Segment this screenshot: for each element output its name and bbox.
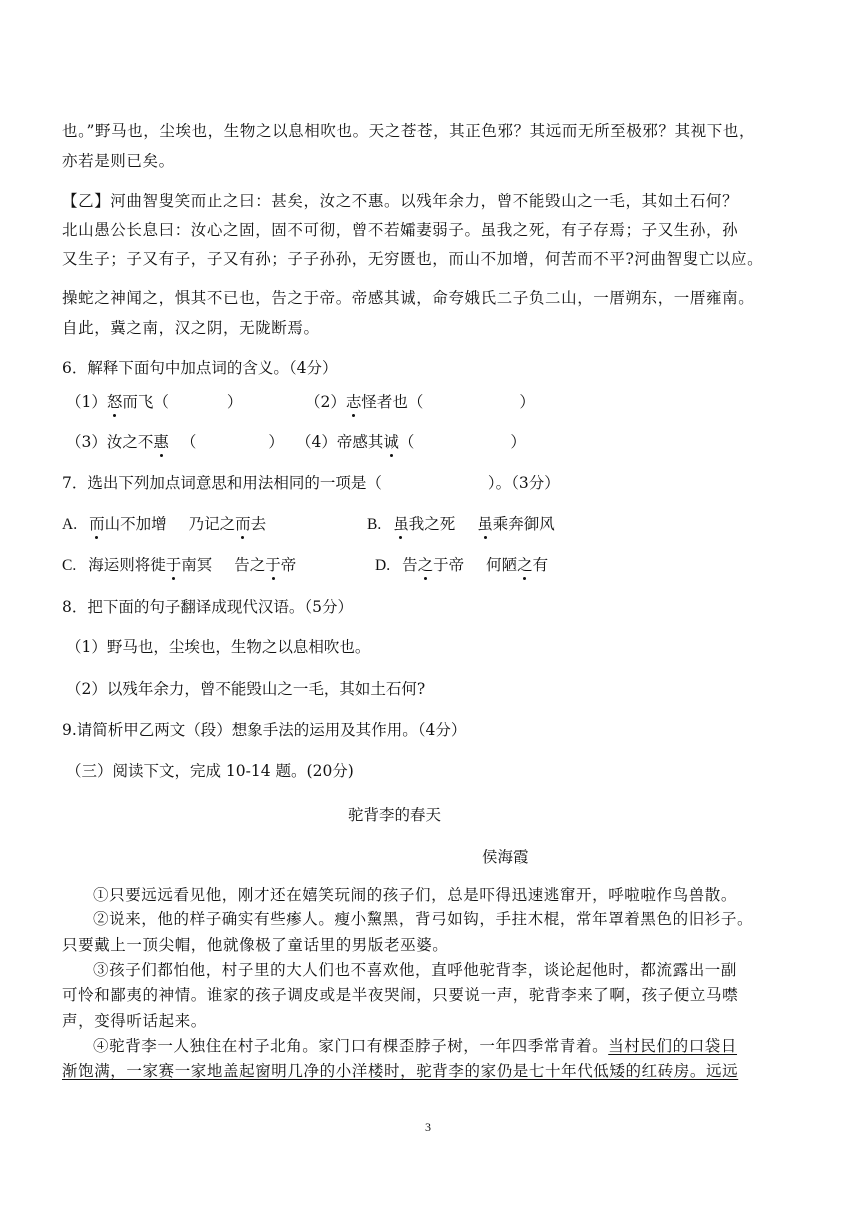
q7-b1-dotted-word: 虽 bbox=[393, 515, 409, 533]
q7-d1-dotted-word: 之 bbox=[417, 556, 434, 574]
q6-item-3-dotted-word: 惠 bbox=[153, 433, 169, 451]
q6-item-3-open: （ bbox=[180, 433, 197, 451]
question-8-sentence-1: （1）野马也，尘埃也，生物之以息相吹也。 bbox=[66, 638, 371, 656]
article-p3-line-1: ③孩子们都怕他，村子里的大人们也不喜欢他，直呼他驼背李，谈论起他时，都流露出一副 bbox=[93, 961, 738, 979]
question-8-sentence-2: （2）以残年余力，曾不能毁山之一毛，其如土石何? bbox=[66, 680, 426, 698]
article-p4-line-2-underlined: 渐饱满，一家赛一家地盖起窗明几净的小洋楼时，驼背李的家仍是七十年代低矮的红砖房。 bbox=[62, 1062, 707, 1080]
question-8-stem: 8．把下面的句子翻译成现代汉语。（5分） bbox=[62, 598, 353, 616]
q6-item-1-close: ） bbox=[226, 393, 243, 411]
q7-option-c-label: C. bbox=[62, 557, 77, 574]
passage-yi-line-5: 自此，冀之南，汉之阴，无陇断焉。 bbox=[62, 319, 320, 337]
question-6-item-4 bbox=[296, 432, 526, 452]
article-author: 侯海霞 bbox=[482, 848, 529, 866]
article-p4-line-2 bbox=[62, 1061, 738, 1081]
question-6-item-3 bbox=[66, 432, 284, 452]
q7-b2-dotted-word: 虽 bbox=[477, 515, 493, 533]
q7-d2-post: 有 bbox=[532, 556, 549, 574]
q6-item-2-label: （2） bbox=[305, 393, 346, 411]
passage-jia-line-2: 亦若是则已矣。 bbox=[62, 152, 175, 170]
q6-item-2-text: 怪者也（ bbox=[361, 393, 424, 411]
q7-b1-text: 我之死 bbox=[408, 515, 456, 533]
q7-d1-post: 于帝 bbox=[433, 556, 465, 574]
q7-c2-dotted-word: 于 bbox=[265, 556, 281, 574]
q6-item-4-label: （4）帝感其 bbox=[296, 433, 384, 451]
q6-item-4-dotted-word: 诚 bbox=[383, 433, 399, 451]
q7-option-a bbox=[62, 514, 266, 535]
q6-item-3-close: ） bbox=[268, 433, 284, 451]
q7-d1-pre: 告 bbox=[402, 556, 418, 574]
q6-item-3-label: （3）汝之不 bbox=[66, 433, 154, 451]
passage-jia-line-1: 也。”野马也，尘埃也，生物之以息相吹也。天之苍苍，其正色邪？其远而无所至极邪？其视下也， bbox=[62, 122, 756, 140]
article-p3-line-3: 声，变得听话起来。 bbox=[62, 1012, 207, 1030]
q7-a1-dotted-word: 而 bbox=[89, 515, 105, 533]
q7-b2-text: 乘奔御风 bbox=[492, 515, 555, 533]
q7-c2-post: 帝 bbox=[280, 556, 297, 574]
question-6-stem: 6．解释下面句中加点词的含义。（4分） bbox=[62, 359, 338, 377]
q7-d2-pre: 何陋 bbox=[486, 556, 518, 574]
q7-stem-score: ）。（3分） bbox=[487, 474, 560, 492]
q6-item-4-open: （ bbox=[398, 433, 415, 451]
passage-yi-line-1: 【乙】河曲智叟笑而止之曰：甚矣，汝之不惠。以残年余力，曾不能毁山之一毛，其如土石何？ bbox=[62, 192, 739, 210]
article-p2-line-2: 只要戴上一顶尖帽，他就像极了童话里的男版老巫婆。 bbox=[62, 936, 449, 954]
q7-c2-pre: 告之 bbox=[234, 556, 266, 574]
q7-option-d bbox=[375, 555, 548, 576]
article-p1: ①只要远远看见他，刚才还在嬉笑玩闹的孩子们，总是吓得迅速逃窜开，呼啦啦作鸟兽散。 bbox=[93, 886, 738, 904]
article-p4-line-2-underlined-end: 远远 bbox=[706, 1062, 739, 1080]
q7-a2-pre: 乃记之 bbox=[188, 515, 236, 533]
page-number: 3 bbox=[425, 1120, 431, 1134]
q6-item-2-close: ） bbox=[519, 393, 535, 411]
q7-option-a-label: A. bbox=[62, 516, 78, 533]
q7-stem-text: 7．选出下列加点词意思和用法相同的一项是（ bbox=[62, 474, 382, 492]
q6-item-2-dotted-word: 志 bbox=[345, 393, 362, 411]
article-p3-line-2: 可怜和鄙夷的神情。谁家的孩子调皮或是半夜哭闹，只要说一声，驼背李来了啊，孩子便立马噤 bbox=[62, 986, 739, 1004]
q7-option-b-label: B. bbox=[367, 516, 382, 533]
article-title: 驼背李的春天 bbox=[348, 806, 442, 824]
question-7-stem bbox=[62, 473, 560, 493]
q7-a2-post: 去 bbox=[250, 515, 267, 533]
q7-c1-post: 南冥 bbox=[181, 556, 213, 574]
q7-a2-dotted-word: 而 bbox=[235, 515, 251, 533]
q7-option-c bbox=[62, 555, 296, 576]
passage-yi-line-3: 又生子；子又有子，子又有孙；子子孙孙，无穷匮也，而山不加增，何苦而不平?河曲智叟亡以应。 bbox=[62, 250, 764, 268]
q7-option-b bbox=[367, 514, 555, 535]
q7-a1-text: 山不加增 bbox=[104, 515, 167, 533]
q7-d2-dotted-word: 之 bbox=[517, 556, 533, 574]
article-p2-line-1: ②说来，他的样子确实有些瘆人。瘦小黧黑，背弓如钩，手拄木棍，常年罩着黑色的旧衫子。 bbox=[93, 910, 754, 928]
q6-item-1-text: 而飞（ bbox=[122, 393, 169, 411]
q6-item-1-dotted-word: 怒 bbox=[106, 393, 123, 411]
q6-item-1-label: （1） bbox=[66, 393, 107, 411]
question-6-item-1 bbox=[66, 392, 242, 412]
q7-c1-pre: 海运则将徙 bbox=[88, 556, 166, 574]
q7-c1-dotted-word: 于 bbox=[165, 556, 182, 574]
article-p4-line-1-text: ④驼背李一人独住在村子北角。家门口有棵歪脖子树，一年四季常青着。 bbox=[93, 1037, 609, 1055]
passage-yi-line-4: 操蛇之神闻之，惧其不已也，告之于帝。帝感其诚，命夸娥氏二子负二山，一厝朔东，一厝雍南。 bbox=[62, 289, 755, 307]
article-p4-line-1-underlined: 当村民们的口袋日 bbox=[608, 1037, 738, 1055]
q6-item-4-close: ） bbox=[510, 433, 526, 451]
section-3-heading: （三）阅读下文，完成 10-14 题。(20分) bbox=[66, 762, 354, 780]
passage-yi-line-2: 北山愚公长息曰：汝心之固，固不可彻，曾不若孀妻弱子。虽我之死，有子存焉；子又生孙，孙 bbox=[62, 221, 739, 239]
article-p4-line-1 bbox=[93, 1036, 737, 1056]
question-9-stem: 9.请简析甲乙两文（段）想象手法的运用及其作用。（4分） bbox=[62, 721, 467, 739]
question-6-item-2 bbox=[305, 392, 535, 412]
q7-option-d-label: D. bbox=[375, 557, 391, 574]
